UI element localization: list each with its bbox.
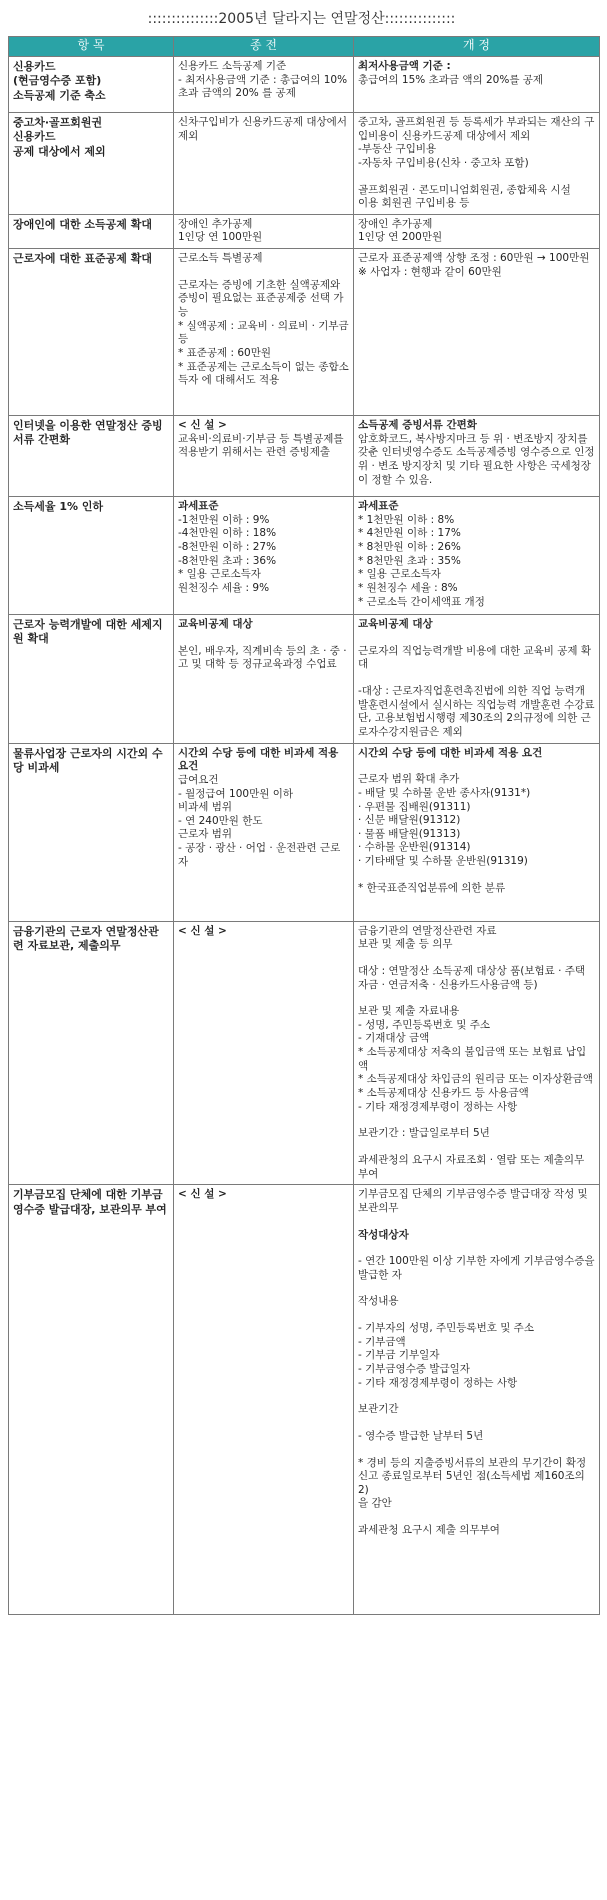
after-line: * 1천만원 이하 : 8% xyxy=(358,513,455,526)
after-line: 작성내용 xyxy=(358,1295,399,1308)
before-line: - 최저사용금액 기준 : 총급여의 10% 초과 금액의 20% 를 공제 xyxy=(178,73,351,100)
row-after-cell xyxy=(354,497,600,615)
after-line: - 기부금액 xyxy=(358,1335,406,1348)
after-line: - 성명, 주민등록번호 및 주소 xyxy=(358,1018,491,1031)
before-line: - 월정급여 100만원 이하 xyxy=(178,787,293,800)
row-item-line: 중고차·골프회원권 xyxy=(13,116,103,129)
row-item-line: 물류사업장 근로자의 시간외 수당 비과세 xyxy=(13,746,163,774)
before-line xyxy=(178,266,349,279)
after-line: 교육비공제 대상 xyxy=(358,618,433,631)
row-item-cell xyxy=(9,921,174,1185)
row-before-cell xyxy=(174,921,354,1185)
after-line: * 한국표준직업분류에 의한 분류 xyxy=(358,881,506,894)
after-line: * 소득공제대상 신용카드 등 사용금액 xyxy=(358,1087,529,1100)
row-item-cell xyxy=(9,416,174,497)
after-line: * 경비 등의 지출증빙서류의 보관의 무기간이 확정신고 종료일로부터 5년인 점(소득세법 제160조의 2) xyxy=(358,1456,589,1496)
before-line: 급여요건 xyxy=(178,773,219,786)
after-line: 근로자 범위 확대 추가 xyxy=(358,773,460,786)
after-line: 골프회원권 · 콘도미니엄회원권, 종합체육 시설 xyxy=(358,183,571,196)
after-line xyxy=(358,1390,595,1403)
after-line: 시간외 수당 등에 대한 비과세 적용 요건 xyxy=(358,746,543,759)
row-item-line: 신용카드 xyxy=(13,130,56,144)
after-line: -부동산 구입비용 xyxy=(358,143,437,156)
after-line: 보관 및 제출 등 의무 xyxy=(358,938,453,951)
before-line: 원천징수 세율 : 9% xyxy=(178,581,270,594)
before-line: 본인, 배우자, 직계비속 등의 초 · 중 · 고 및 대학 등 정규교육과정 수업료 xyxy=(178,644,350,671)
row-item-line: (현금영수증 포함) xyxy=(13,74,102,88)
after-line: 근로자 표준공제액 상향 조정 : 60만원 → 100만원 xyxy=(358,252,590,265)
after-line: - 기타 재정경제부령이 정하는 사항 xyxy=(358,1376,518,1389)
after-line: ※ 사업자 : 현행과 같이 60만원 xyxy=(358,265,502,278)
before-line: * 실액공제 : 교육비 · 의료비 · 기부금 등 xyxy=(178,319,353,346)
row-before-cell xyxy=(174,743,354,921)
after-line: * 소득공제대상 차입금의 원리금 또는 이자상환금액 xyxy=(358,1073,593,1086)
table-row xyxy=(9,497,600,615)
before-line: 교육비·의료비·기부금 등 특별공제를 적용받기 위해서는 관련 증빙제출 xyxy=(178,432,347,459)
after-line: - 배달 및 수하물 운반 종사자(9131*) xyxy=(358,786,531,799)
row-before-cell xyxy=(174,416,354,497)
after-line: 을 감안 xyxy=(358,1497,392,1510)
row-item-line: 인터넷을 이용한 연말정산 증빙서류 간편화 xyxy=(13,419,163,447)
after-line xyxy=(358,1511,595,1524)
row-before-cell xyxy=(174,1185,354,1615)
after-line xyxy=(358,1444,595,1457)
after-line: 1인당 연 200만원 xyxy=(358,231,443,244)
after-line: - 기타 재정경제부령이 정하는 사항 xyxy=(358,1100,518,1113)
header-before: 종 전 xyxy=(174,37,354,57)
before-line: -8천만원 이하 : 27% xyxy=(178,541,277,554)
row-item-line: 신용카드 xyxy=(13,60,56,73)
row-after-cell xyxy=(354,416,600,497)
table-row xyxy=(9,743,600,921)
after-line xyxy=(358,171,595,184)
after-line: - 영수증 발급한 날부터 5년 xyxy=(358,1429,484,1442)
row-item-cell xyxy=(9,1185,174,1615)
row-before-cell xyxy=(174,214,354,248)
before-line: 시간외 수당 등에 대한 비과세 적용 요건 xyxy=(178,746,342,773)
table-row xyxy=(9,416,600,497)
after-line: * 근로소득 간이세액표 개정 xyxy=(358,595,485,608)
row-item-line: 기부금모집 단체에 대한 기부금 영수증 발급대장, 보관의무 부여 xyxy=(13,1188,167,1216)
row-after-cell xyxy=(354,214,600,248)
after-line: 보관 및 제출 자료내용 xyxy=(358,1005,460,1018)
after-line: * 소득공제대상 저축의 불입금액 또는 보험료 납입액 xyxy=(358,1046,587,1072)
after-line: 보관기간 xyxy=(358,1403,399,1416)
after-line xyxy=(358,1417,595,1430)
before-line: -4천만원 이하 : 18% xyxy=(178,527,277,540)
after-line: * 8천만원 초과 : 35% xyxy=(358,554,461,567)
after-line: 장애인 추가공제 xyxy=(358,217,433,230)
after-line: - 기부금 기부일자 xyxy=(358,1349,440,1362)
table-row xyxy=(9,57,600,113)
row-item-cell xyxy=(9,249,174,416)
before-line: -8천만원 초과 : 36% xyxy=(178,554,277,567)
row-before-cell xyxy=(174,57,354,113)
before-line: < 신 설 > xyxy=(178,419,227,432)
after-line xyxy=(358,1216,595,1229)
before-line: 신용카드 소득공제 기준 xyxy=(178,60,287,72)
row-before-cell xyxy=(174,249,354,416)
table-row xyxy=(9,214,600,248)
row-after-cell xyxy=(354,57,600,113)
after-line: · 우편물 집배원(91311) xyxy=(358,800,471,813)
after-line: * 8천만원 이하 : 26% xyxy=(358,541,461,554)
row-item-line: 소득세율 1% 인하 xyxy=(13,500,104,514)
row-item-line: 소득공제 기준 축소 xyxy=(13,88,106,102)
comparison-table xyxy=(8,36,600,1615)
after-line xyxy=(358,992,595,1005)
after-line: · 신문 배달원(91312) xyxy=(358,814,461,827)
before-line: * 표준공제 : 60만원 xyxy=(178,346,272,359)
after-line: 작성대상자 xyxy=(358,1228,409,1241)
after-line: 과세표준 xyxy=(358,500,399,513)
row-after-cell xyxy=(354,249,600,416)
table-row xyxy=(9,921,600,1185)
row-item-cell xyxy=(9,113,174,215)
after-line xyxy=(358,672,595,685)
after-line: * 일용 근로소득자 xyxy=(358,568,441,581)
after-line: - 기재대상 금액 xyxy=(358,1032,430,1045)
after-line: - 연간 100만원 이상 기부한 자에게 기부금영수증을 발급한 자 xyxy=(358,1255,598,1281)
before-line: 근로자 범위 xyxy=(178,828,233,841)
before-line: - 연 240만원 한도 xyxy=(178,814,263,827)
after-line: -대상 : 근로자직업훈련촉진법에 의한 직업 능력개발훈련시설에서 실시하는 직업능력 개발훈련 수강료 xyxy=(358,685,595,711)
after-line: 과세관청의 요구시 자료조회 · 열람 또는 제출의무 부여 xyxy=(358,1153,588,1180)
after-line: 총급여의 15% 초과금 액의 20%를 공제 xyxy=(358,73,544,86)
row-item-cell xyxy=(9,743,174,921)
after-line: 근로자의 직업능력개발 비용에 대한 교육비 공제 확대 xyxy=(358,644,592,671)
after-line: · 기타배달 및 수하물 운반원(91319) xyxy=(358,855,528,868)
before-line: 교육비공제 대상 xyxy=(178,618,253,631)
before-line: 과세표준 xyxy=(178,500,219,513)
after-line xyxy=(358,1309,595,1322)
after-line: 최저사용금액 기준 : xyxy=(358,60,451,72)
before-line: 1인당 연 100만원 xyxy=(178,231,263,244)
before-line: < 신 설 > xyxy=(178,1188,227,1201)
before-line: - 공장 · 광산 · 어업 · 운전관련 근로자 xyxy=(178,842,341,868)
before-line: 근로자는 증빙에 기초한 실액공제와 증빙이 필요없는 표준공제중 선택 가능 xyxy=(178,278,344,319)
after-line xyxy=(358,1282,595,1295)
page-title: :::::::::::::::2005년 달라지는 연말정산::::::::::::::: xyxy=(147,11,456,27)
after-line: 과세관청 요구시 제출 의무부여 xyxy=(358,1524,500,1537)
after-line xyxy=(358,1242,595,1255)
after-line: * 원천징수 세율 : 8% xyxy=(358,581,458,594)
after-line: 금융기관의 연말정산관련 자료 xyxy=(358,924,497,937)
after-line xyxy=(358,1141,595,1154)
table-row xyxy=(9,249,600,416)
row-item-cell xyxy=(9,497,174,615)
row-item-line: 근로자 능력개발에 대한 세제지원 확대 xyxy=(13,618,163,646)
before-line: 근로소득 특별공제 xyxy=(178,252,263,265)
row-item-line: 금융기관의 근로자 연말정산관련 자료보관, 제출의무 xyxy=(13,924,159,952)
before-line: -1천만원 이하 : 9% xyxy=(178,513,270,526)
before-line: * 표준공제는 근로소득이 없는 종합소득자 에 대해서도 적용 xyxy=(178,360,349,387)
after-line: - 기부자의 성명, 주민등록번호 및 주소 xyxy=(358,1322,534,1335)
after-line xyxy=(358,632,595,645)
before-line: < 신 설 > xyxy=(178,924,227,937)
row-after-cell xyxy=(354,1185,600,1615)
after-line xyxy=(358,1114,595,1127)
after-line: 중고차, 골프회원권 등 등록세가 부과되는 재산의 구입비용이 신용카드공제 대상에서 제외 xyxy=(358,116,595,142)
after-line xyxy=(358,952,595,965)
row-item-cell xyxy=(9,214,174,248)
row-item-line: 근로자에 대한 표준공제 확대 xyxy=(13,252,152,266)
after-line: * 4천만원 이하 : 17% xyxy=(358,527,461,540)
table-row xyxy=(9,113,600,215)
before-line: 비과세 범위 xyxy=(178,801,233,814)
before-line: * 일용 근로소득자 xyxy=(178,568,261,581)
row-item-line: 장애인에 대한 소득공제 확대 xyxy=(13,217,152,231)
before-line: 신차구입비가 신용카드공제 대상에서 제외 xyxy=(178,116,351,142)
row-after-cell xyxy=(354,743,600,921)
row-before-cell xyxy=(174,113,354,215)
after-line: 대상 : 연말정산 소득공제 대상상 품(보험료 · 주택자금 · 연금저축 · 신용카드사용금액 등) xyxy=(358,964,586,991)
after-line xyxy=(358,760,595,773)
table-row xyxy=(9,1185,600,1615)
row-before-cell xyxy=(174,615,354,743)
after-line: 보관기간 : 발급일로부터 5년 xyxy=(358,1127,490,1140)
row-before-cell xyxy=(174,497,354,615)
header-item: 항 목 xyxy=(9,37,174,57)
after-line: 위 · 변조 방지장치 및 기타 필요한 사항은 국세청장이 정할 수 있음. xyxy=(358,460,591,486)
after-line: · 수하물 운반원(91314) xyxy=(358,841,471,854)
after-line: 이용 회원권 구입비용 등 xyxy=(358,197,470,210)
before-line: 장애인 추가공제 xyxy=(178,217,253,230)
after-line: 암호화코드, 복사방지마크 등 위 · 변조방지 장치를 갖춘 인터넷영수증도 소득공제증빙 영수증으로 인정 xyxy=(358,432,595,459)
after-line: -자동차 구입비용(신차 · 중고차 포함) xyxy=(358,156,529,169)
row-item-line: 공제 대상에서 제외 xyxy=(13,144,106,158)
before-line xyxy=(178,632,349,645)
after-line xyxy=(358,869,595,882)
after-line: 기부금모집 단체의 기부금영수증 발급대장 작성 및 보관의무 xyxy=(358,1188,592,1214)
after-line: - 기부금영수증 발급일자 xyxy=(358,1362,470,1375)
row-after-cell xyxy=(354,615,600,743)
table-row xyxy=(9,615,600,743)
after-line: 단, 고용보험법시행령 제30조의 2의규정에 의한 근로자수강지원금은 제외 xyxy=(358,712,591,738)
row-after-cell xyxy=(354,921,600,1185)
row-after-cell xyxy=(354,113,600,215)
row-item-cell xyxy=(9,615,174,743)
after-line: 소득공제 증빙서류 간편화 xyxy=(358,419,477,432)
row-item-cell xyxy=(9,57,174,113)
after-line: · 물품 배달원(91313) xyxy=(358,827,461,840)
table-header-row xyxy=(9,37,600,57)
header-after: 개 정 xyxy=(354,37,600,57)
